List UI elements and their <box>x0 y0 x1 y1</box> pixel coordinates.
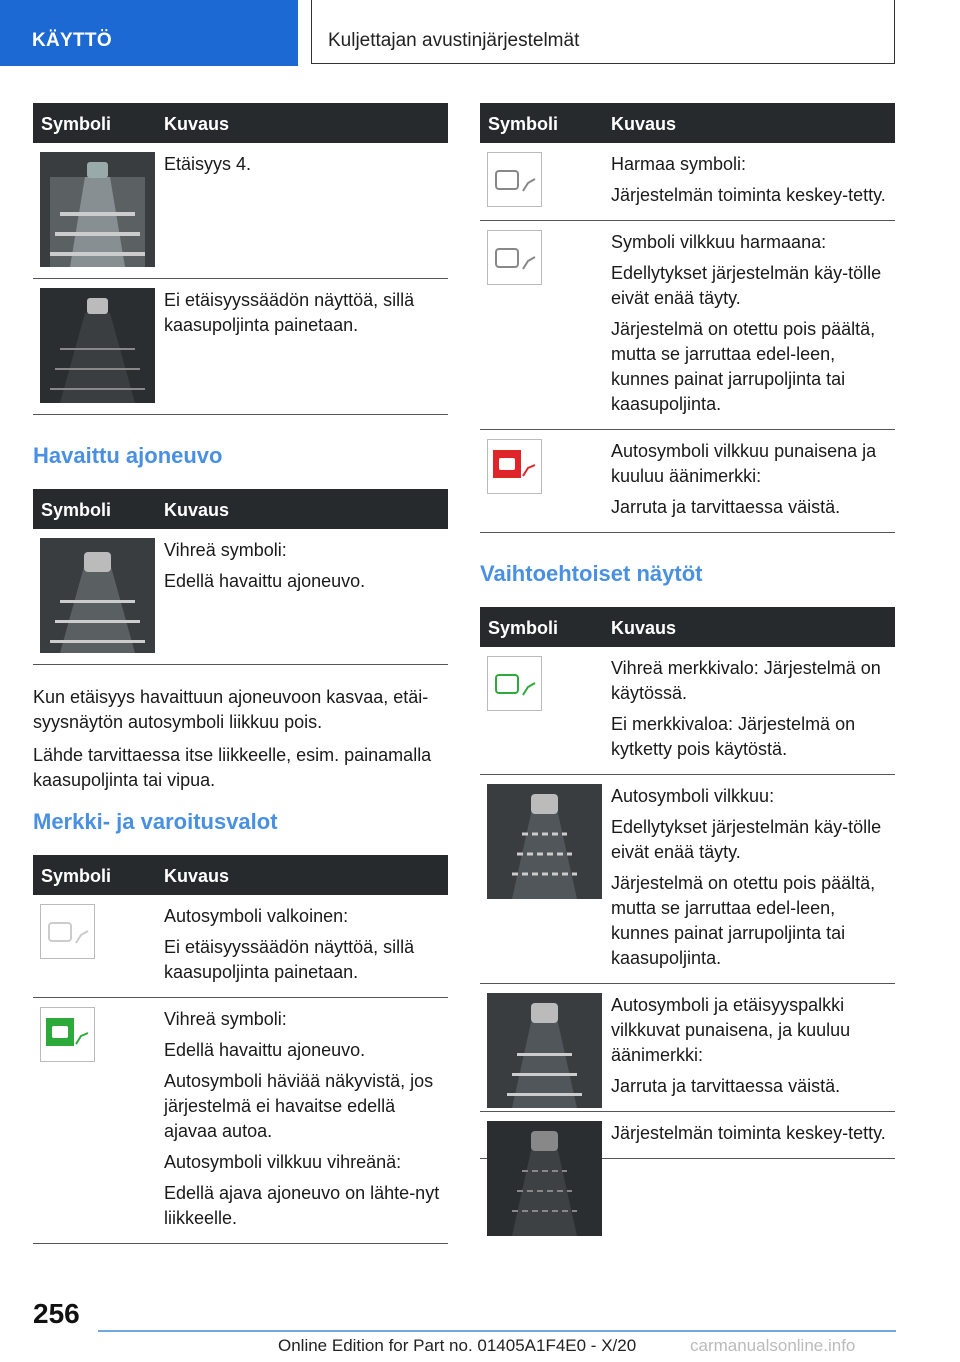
system-interrupted-image <box>487 1121 602 1236</box>
vehicle-detected-image <box>40 538 155 653</box>
table-row <box>33 529 448 665</box>
table-row <box>33 998 448 1244</box>
page-header <box>0 0 960 66</box>
car-symbol-white-icon <box>40 904 95 959</box>
table-row <box>480 1112 895 1159</box>
description-header: Kuvaus <box>611 114 677 134</box>
description-line: Edellytykset järjestelmän käy‐tölle eivät enää täyty. <box>611 817 882 862</box>
car-symbol-red-icon <box>487 439 542 494</box>
table-row <box>480 143 895 221</box>
description-line: Järjestelmä on otettu pois päältä, mutta se jarruttaa edel‐leen, kunnes painat jarrupoljinta tai kaasupoljinta. <box>611 319 876 414</box>
table-row <box>480 647 895 775</box>
chapter-tab[interactable] <box>311 0 895 64</box>
description-line: Symboli vilkkuu harmaana: <box>611 232 827 252</box>
description-line: Järjestelmän toiminta keskey‐tetty. <box>611 185 886 205</box>
description-line: Jarruta ja tarvittaessa väistä. <box>611 1076 841 1096</box>
description-header: Kuvaus <box>164 500 230 520</box>
table-row <box>33 895 448 998</box>
table-header <box>480 607 895 647</box>
distance-bars-image <box>40 152 155 267</box>
footer-divider <box>98 1330 896 1332</box>
description-line: Autosymboli vilkkuu vihreänä: <box>164 1152 402 1172</box>
description-line: Autosymboli häviää näkyvistä, jos järjestelmä ei havaitse edellä ajavaa autoa. <box>164 1071 434 1141</box>
symbol-header: Symboli <box>488 114 559 134</box>
car-symbol-gray-icon <box>487 152 542 207</box>
symbol-header: Symboli <box>488 618 559 638</box>
table-header <box>33 855 448 895</box>
section-heading: Merkki- ja varoitusvalot <box>33 809 278 834</box>
section-label: KÄYTTÖ <box>32 30 112 51</box>
description-line: Edellä havaittu ajoneuvo. <box>164 1040 366 1060</box>
car-symbol-green-icon <box>40 1007 95 1062</box>
description-line: Jarruta ja tarvittaessa väistä. <box>611 497 841 517</box>
section-heading: Havaittu ajoneuvo <box>33 443 223 468</box>
table-row <box>480 221 895 430</box>
car-symbol-green-outline-icon <box>487 656 542 711</box>
description-line: Ei etäisyyssäädön näyttöä, sillä kaasupoljinta painetaan. <box>164 290 415 335</box>
table-header <box>480 103 895 143</box>
description-line: Harmaa symboli: <box>611 154 747 174</box>
section-heading: Vaihtoehtoiset näytöt <box>480 561 703 586</box>
symbol-header: Symboli <box>41 866 112 886</box>
description-line: Autosymboli vilkkuu punaisena ja kuuluu äänimerkki: <box>611 441 877 486</box>
page-number: 256 <box>33 1298 80 1329</box>
description-line: Vihreä merkkivalo: Järjestelmä on käytössä. <box>611 658 881 703</box>
right-column <box>480 103 895 1159</box>
edition-info: Online Edition for Part no. 01405A1F4E0 - X/20 <box>278 1336 637 1355</box>
watermark: carmanualsonline.info <box>690 1336 856 1355</box>
table-row <box>33 143 448 279</box>
description-header: Kuvaus <box>164 866 230 886</box>
car-blink-image <box>487 784 602 899</box>
description-line: Edellä havaittu ajoneuvo. <box>164 571 366 591</box>
description-header: Kuvaus <box>164 114 230 134</box>
symbol-header: Symboli <box>41 500 112 520</box>
left-column <box>33 103 448 1244</box>
car-symbol-gray-blink-icon <box>487 230 542 285</box>
symbol-header: Symboli <box>41 114 112 134</box>
table-header <box>33 103 448 143</box>
table-row <box>480 430 895 533</box>
distance-display-off-image <box>40 288 155 403</box>
body-paragraph: Lähde tarvittaessa itse liikkeelle, esim. painamalla kaasupoljinta tai vipua. <box>33 745 432 790</box>
body-paragraph: Kun etäisyys havaittuun ajoneuvoon kasvaa, etäi‐syysnäytön autosymboli liikkuu pois. <box>33 687 429 732</box>
description-header: Kuvaus <box>611 618 677 638</box>
description-line: Edellytykset järjestelmän käy‐tölle eivät enää täyty. <box>611 263 882 308</box>
car-red-bars-image <box>487 993 602 1108</box>
description-line: Ei merkkivaloa: Järjestelmä on kytketty pois käytöstä. <box>611 714 856 759</box>
description-line: Edellä ajava ajoneuvo on lähte‐nyt liikkeelle. <box>164 1183 440 1228</box>
description-line: Järjestelmä on otettu pois päältä, mutta se jarruttaa edel‐leen, kunnes painat jarrupoljinta tai kaasupoljinta. <box>611 873 876 968</box>
section-tab[interactable] <box>0 0 298 66</box>
description-line: Järjestelmän toiminta keskey‐tetty. <box>611 1123 886 1143</box>
description-line: Autosymboli vilkkuu: <box>611 786 775 806</box>
description-line: Ei etäisyyssäädön näyttöä, sillä kaasupoljinta painetaan. <box>164 937 415 982</box>
table-header <box>33 489 448 529</box>
description-line: Autosymboli ja etäisyyspalkki vilkkuvat punaisena, ja kuuluu äänimerkki: <box>611 995 851 1065</box>
description-line: Vihreä symboli: <box>164 1009 287 1029</box>
description-line: Autosymboli valkoinen: <box>164 906 349 926</box>
chapter-label: Kuljettajan avustinjärjestelmät <box>328 30 580 51</box>
description-line: Etäisyys 4. <box>164 154 252 174</box>
description-line: Vihreä symboli: <box>164 540 287 560</box>
table-row <box>480 775 895 984</box>
table-row <box>33 279 448 415</box>
table-row <box>480 984 895 1112</box>
